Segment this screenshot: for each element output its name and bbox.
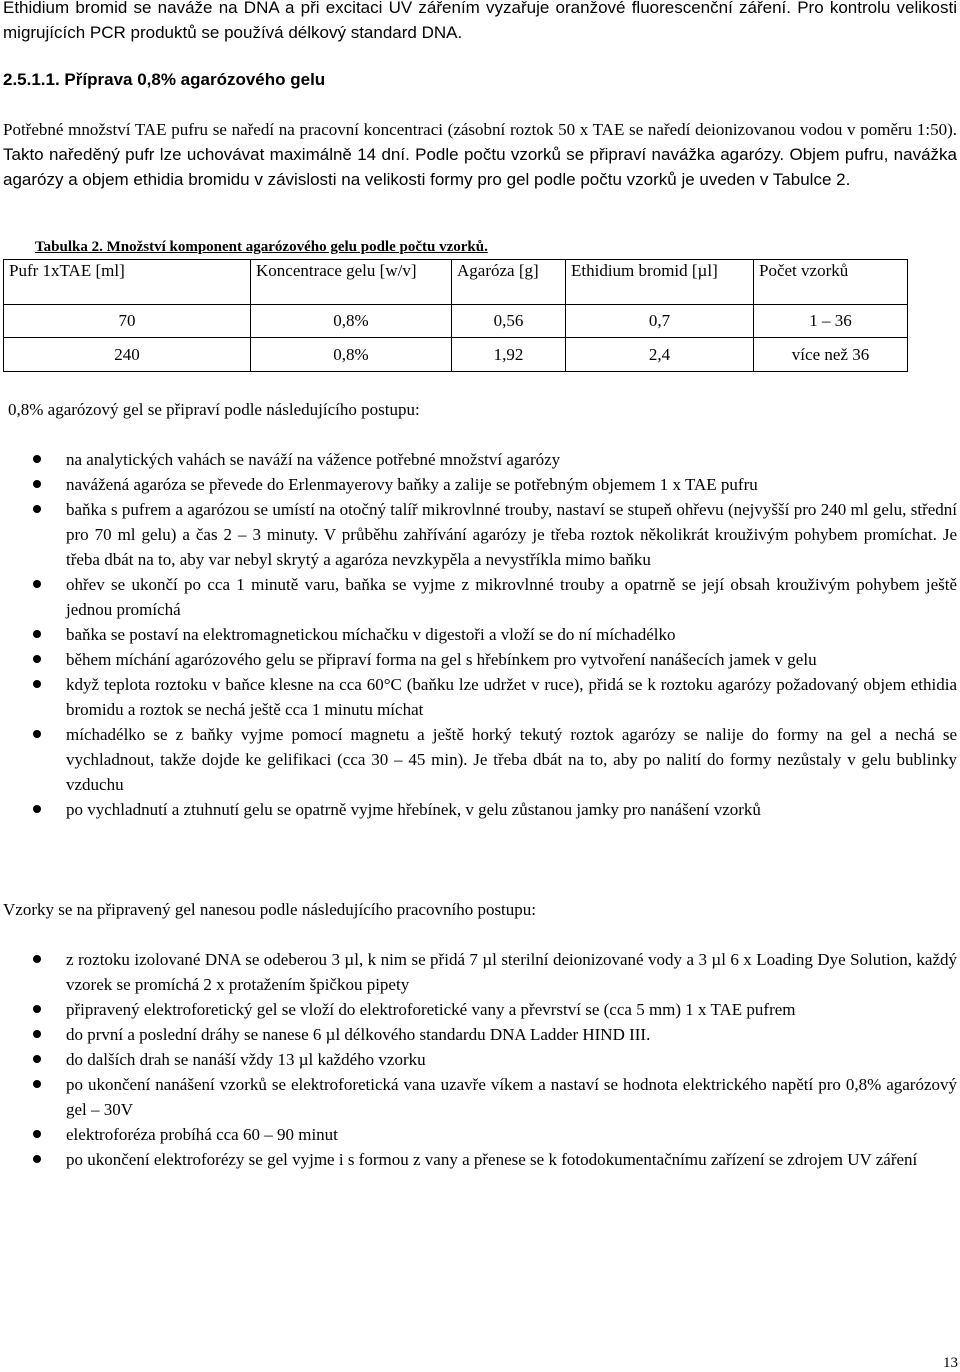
list-item-text: ohřev se ukončí po cca 1 minutě varu, baňka se vyjme z mikrovlnné trouby a opatrně se její obsah krouživým pohybem ještě jednou promíchá [66, 575, 957, 619]
bullet-icon [33, 730, 41, 738]
table-header-row [4, 260, 908, 305]
bullet-icon [33, 580, 41, 588]
table-header-cell: Agaróza [g] [452, 260, 566, 305]
list-item [0, 447, 960, 472]
list-item [0, 722, 960, 797]
list-item [0, 997, 960, 1022]
bullet-icon [33, 1055, 41, 1063]
paragraph-part-1: Potřebné množství TAE pufru se naředí na pracovní koncentraci (zásobní roztok 50 x TAE se naředí deionizovanou vodou v poměru 1:50). [3, 120, 957, 139]
table-cell: 2,4 [566, 338, 754, 372]
list-item-text: navážená agaróza se převede do Erlenmayerovy baňky a zalije se potřebným objemem 1 x TAE pufru [66, 475, 758, 494]
list-item [0, 797, 960, 822]
table-cell: 0,7 [566, 305, 754, 338]
intro-paragraph: Ethidium bromid se naváže na DNA a při excitaci UV zářením vyzařuje oranžové fluorescenční záření. Pro kontrolu velikosti migrujících PCR produktů se používá délkový standard DNA. [3, 0, 957, 42]
section-heading: 2.5.1.1. Příprava 0,8% agarózového gelu [3, 70, 326, 89]
bullet-icon [33, 480, 41, 488]
table-cell: 70 [4, 305, 251, 338]
table-cell: 0,56 [452, 305, 566, 338]
list-item [0, 947, 960, 997]
list-item-text: během míchání agarózového gelu se připraví forma na gel s hřebínkem pro vytvoření nanášecích jamek v gelu [66, 650, 817, 669]
bullet-icon [33, 1030, 41, 1038]
list-item [0, 1122, 960, 1147]
bullet-icon [33, 1155, 41, 1163]
list-item-text: baňka se postaví na elektromagnetickou míchačku v digestoři a vloží se do ní míchadélko [66, 625, 676, 644]
bullet-icon [33, 455, 41, 463]
table-cell: 240 [4, 338, 251, 372]
table-row [4, 305, 908, 338]
paragraph-part-2: Takto naředěný pufr lze uchovávat maximálně 14 dní. Podle počtu vzorků se připraví navážka agarózy. [3, 145, 790, 164]
list-item-text: baňka s pufrem a agarózou se umístí na otočný talíř mikrovlnné trouby, nastaví se stupeň ohřevu (nejvyšší pro 240 ml gelu, střední pro 70 ml gelu) a čas 2 – 3 minuty. V průběhu zahřívání agarózy je třeba roztok několikrát krouživým pohybem promíchat. Je třeba dbát na to, aby var nebyl skrytý a agaróza nevzkypěla a nevystříkla mimo baňku [66, 500, 957, 569]
table-cell: více než 36 [754, 338, 908, 372]
bullet-icon [33, 630, 41, 638]
list-item-text: po vychladnutí a ztuhnutí gelu se opatrně vyjme hřebínek, v gelu zůstanou jamky pro nanášení vzorků [66, 800, 761, 819]
gel-procedure-list [0, 447, 960, 822]
list-item-text: po ukončení elektroforézy se gel vyjme i s formou z vany a přenese se k fotodokumentačnímu zařízení se zdrojem UV záření [66, 1150, 918, 1169]
bullet-icon [33, 955, 41, 963]
bullet-icon [33, 1130, 41, 1138]
list-item [0, 1072, 960, 1122]
list-item-text: připravený elektroforetický gel se vloží do elektroforetické vany a převrství se (cca 5 mm) 1 x TAE pufrem [66, 1000, 796, 1019]
list-item-text: do první a poslední dráhy se nanese 6 µl délkového standardu DNA Ladder HIND III. [66, 1025, 651, 1044]
table-row [4, 338, 908, 372]
list-item [0, 622, 960, 647]
paragraph-part-3: Objem pufru, navážka agarózy a objem ethidia bromidu v závislosti na velikosti formy pro gel podle počtu vzorků je uveden v Tabulce 2. [3, 145, 958, 189]
bullet-icon [33, 505, 41, 513]
page-number: 13 [943, 1355, 958, 1371]
section-paragraph [3, 117, 957, 192]
table-cell: 0,8% [251, 305, 452, 338]
list-item [0, 572, 960, 622]
list-item-text: do dalších drah se nanáší vždy 13 µl každého vzorku [66, 1050, 426, 1069]
list-item-text: když teplota roztoku v baňce klesne na cca 60°C (baňku lze udržet v ruce), přidá se k roztoku agarózy požadovaný objem ethidia bromidu a roztok se nechá ještě cca 1 minutu míchat [66, 675, 957, 719]
list-item-text: po ukončení nanášení vzorků se elektroforetická vana uzavře víkem a nastaví se hodnota elektrického napětí pro 0,8% agarózový gel – 30V [66, 1075, 957, 1119]
components-table [3, 259, 908, 372]
list-item-text: elektroforéza probíhá cca 60 – 90 minut [66, 1125, 338, 1144]
table-header-cell: Pufr 1xTAE [ml] [4, 260, 251, 305]
bullet-icon [33, 805, 41, 813]
list-item [0, 497, 960, 572]
list-item [0, 672, 960, 722]
sample-procedure-list [0, 947, 960, 1172]
list-item [0, 1147, 960, 1172]
bullet-icon [33, 680, 41, 688]
bullet-icon [33, 1080, 41, 1088]
table-cell: 0,8% [251, 338, 452, 372]
list-item [0, 472, 960, 497]
sample-procedure-intro: Vzorky se na připravený gel nanesou podle následujícího pracovního postupu: [3, 900, 537, 919]
list-item-text: z roztoku izolované DNA se odeberou 3 µl, k nim se přidá 7 µl sterilní deionizované vody a 3 µl 6 x Loading Dye Solution, každý vzorek se promíchá 2 x protažením špičkou pipety [66, 950, 957, 994]
table-header-cell: Ethidium bromid [µl] [566, 260, 754, 305]
list-item-text: míchadélko se z baňky vyjme pomocí magnetu a ještě horký tekutý roztok agarózy se nalije do formy na gel a nechá se vychladnout, takže dojde ke gelifikaci (cca 30 – 45 min). Je třeba dbát na to, aby po nalití do formy nezůstaly v gelu bublinky vzduchu [66, 725, 957, 794]
table-cell: 1,92 [452, 338, 566, 372]
table-header-cell: Počet vzorků [754, 260, 908, 305]
gel-procedure-intro: 0,8% agarózový gel se připraví podle následujícího postupu: [8, 400, 420, 419]
table-caption: Tabulka 2. Množství komponent agarózového gelu podle počtu vzorků. [35, 239, 488, 255]
table-cell: 1 – 36 [754, 305, 908, 338]
list-item [0, 1047, 960, 1072]
list-item [0, 1022, 960, 1047]
bullet-icon [33, 1005, 41, 1013]
table-header-cell: Koncentrace gelu [w/v] [251, 260, 452, 305]
bullet-icon [33, 655, 41, 663]
list-item-text: na analytických vahách se naváží na vážence potřebné množství agarózy [66, 450, 561, 469]
list-item [0, 647, 960, 672]
